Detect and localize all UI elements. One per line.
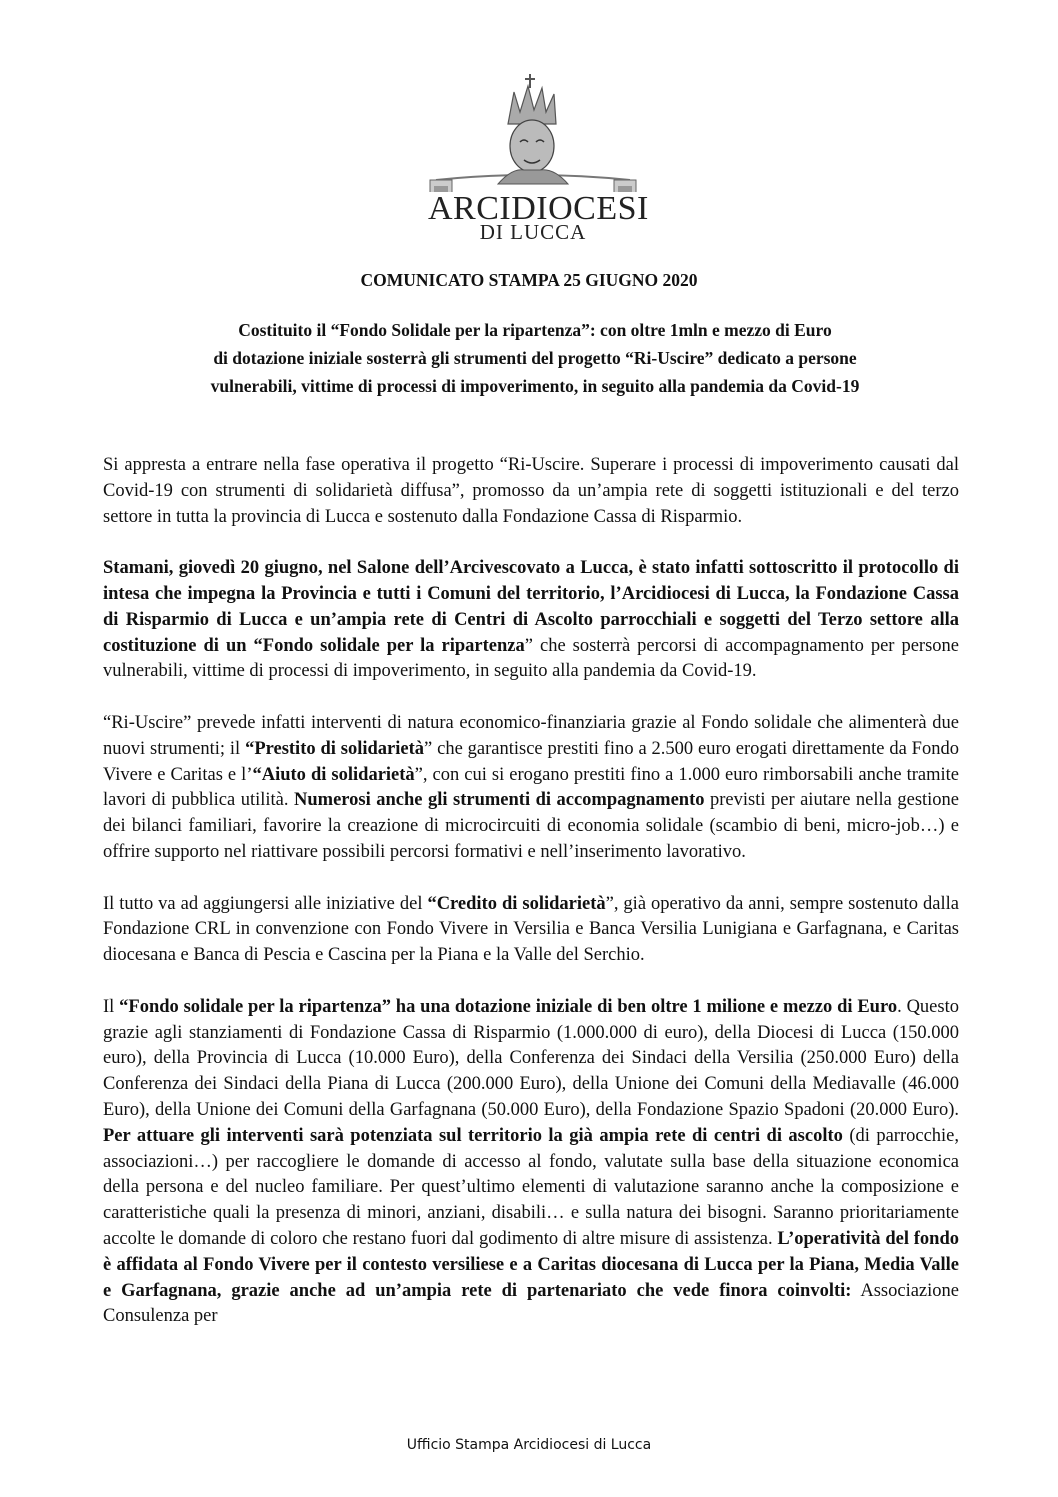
paragraph-text: ” che garantisce prestiti fino a 2.500 euro erogati direttamente da Fondo Vivere e Caritas e l’ (103, 738, 959, 785)
paragraph-fondo (103, 995, 959, 1330)
bold-text: L’operatività del fondo è affidata al Fondo Vivere per il contesto versiliese e a Caritas diocesana di Lucca per la Piana, Media Valle e Garfagnana, grazie anche ad un’ampia rete di partenariato che vede finora coinvolti: (103, 1228, 959, 1301)
bold-text: Per attuare gli interventi sarà potenziata sul territorio la già ampia rete di centri di ascolto (103, 1125, 843, 1146)
page-footer: Ufficio Stampa Arcidiocesi di Lucca (406, 1437, 652, 1453)
bishop-portrait-icon (428, 72, 638, 192)
headline-line-2: di dotazione iniziale sosterrà gli strumenti del progetto “Ri-Uscire” dedicato a persone (213, 348, 857, 368)
paragraph-text: Il tutto va ad aggiungersi alle iniziative del (103, 893, 428, 914)
paragraph-text: ”, con cui si erogano prestiti fino a 1.000 euro rimborsabili anche tramite lavori di pubblica utilità. (103, 764, 959, 811)
bold-text: “Aiuto di solidarietà (252, 764, 415, 785)
bold-text: “Fondo solidale per la ripartenza” ha una dotazione iniziale di ben oltre 1 milione e mezzo di Euro (119, 996, 898, 1017)
paragraph-text: (di parrocchie, associazioni…) per raccogliere le domande di accesso al fondo, valutate sulla base della situazione economica della persona e del nucleo familiare. Per quest’ultimo elementi di valutazione saranno anche la composizione e caratteristiche quali la presenza di minori, anziani, disabili… e sulla natura dei bisogni. Saranno prioritariamente accolte le domande di coloro che restano fuori dal godimento di altre misure di assistenza. (103, 1125, 960, 1249)
bold-text: “Prestito di solidarietà (245, 738, 425, 759)
paragraph-text: . Questo grazie agli stanziamenti di Fondazione Cassa di Risparmio (1.000.000 di euro), della Diocesi di Lucca (150.000 euro), della Provincia di Lucca (10.000 Euro), della Conferenza dei Sindaci della Versilia (250.000 Euro) della Conferenza dei Sindaci della Piana di Lucca (200.000 Euro), della Unione dei Comuni della Mediavalle (46.000 Euro), della Unione dei Comuni della Garfagnana (50.000 Euro), della Fondazione Spazio Spadoni (20.000 Euro). (103, 996, 959, 1120)
paragraph-credito (103, 892, 959, 969)
bold-text: “Credito di solidarietà (427, 893, 606, 914)
paragraph-text: ”, già operativo da anni, sempre sostenuto dalla Fondazione CRL in convenzione con Fondo Vivere in Versilia e Banca Versilia Lunigiana e Garfagnana, e Caritas diocesana e Banca di Pescia e Cascina per la Piana e la Valle del Serchio. (103, 893, 959, 966)
paragraph-text: Associazione Consulenza per (103, 1280, 959, 1327)
page-title: COMUNICATO STAMPA 25 GIUGNO 2020 (360, 270, 698, 290)
headline-line-1: Costituito il “Fondo Solidale per la ripartenza”: con oltre 1mln e mezzo di Euro (238, 320, 832, 340)
article-body (103, 453, 959, 1356)
paragraph-text: ” che sosterrà percorsi di accompagnamento per persone vulnerabili, vittime di processi di impoverimento, in seguito alla pandemia da Covid-19. (103, 635, 959, 682)
logo-subtitle: DI LUCCA (479, 220, 587, 244)
bold-text: Stamani, giovedì 20 giugno, nel Salone dell’Arcivescovato a Lucca, è stato infatti sottoscritto il protocollo di intesa che impegna la Provincia e tutti i Comuni del territorio, l’Arcidiocesi di Lucca, la Fondazione Cassa di Risparmio di Lucca e un’ampia rete di Centri di Ascolto parrocchiali e soggetti del Terzo settore alla costituzione di un “Fondo solidale per la ripartenza (103, 558, 959, 656)
paragraph-text: Il (103, 996, 120, 1017)
bold-text: Numerosi anche gli strumenti di accompagnamento (294, 790, 705, 811)
logo-title: ARCIDIOCESI (428, 190, 649, 227)
paragraph-text: Si appresta a entrare nella fase operativa il progetto “Ri-Uscire. Superare i processi di impoverimento causati dal Covid-19 con strumenti di solidarietà diffusa”, promosso da un’ampia rete di soggetti istituzionali e del terzo settore in tutta la provincia di Lucca e sostenuto dalla Fondazione Cassa di Risparmio. (103, 455, 959, 527)
headline-line-3: vulnerabili, vittime di processi di impoverimento, in seguito alla pandemia da Covid-19 (210, 376, 860, 396)
paragraph-protocol (103, 556, 959, 685)
paragraph-text: previsti per aiutare nella gestione dei bilanci familiari, favorire la creazione di microcircuiti di economia solidale (scambio di beni, micro-job…) e offrire supporto nel riattivare possibili percorsi formativi e nell’inserimento lavorativo. (103, 790, 960, 862)
arcidiocesi-logo (428, 72, 649, 244)
paragraph-text: “Ri-Uscire” prevede infatti interventi di natura economico-finanziaria grazie al Fondo solidale che alimenterà due nuovi strumenti; il (103, 712, 959, 759)
paragraph-intro (103, 453, 959, 530)
headline (110, 316, 960, 400)
paragraph-ri-uscire (103, 711, 959, 866)
